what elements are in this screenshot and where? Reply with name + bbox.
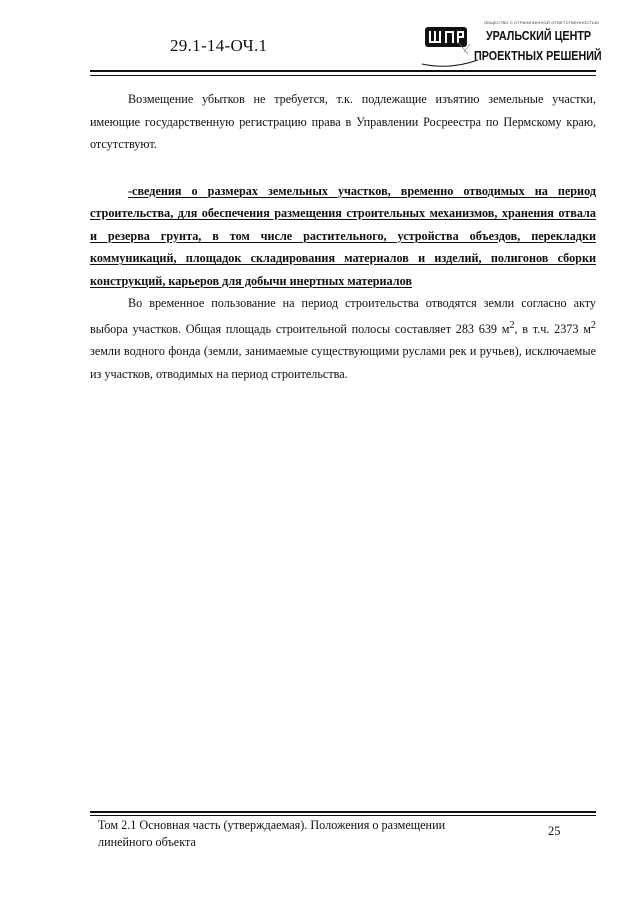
header-rule-thin <box>90 75 596 76</box>
document-body <box>90 88 596 385</box>
text-segment: , в т.ч. 2373 м <box>514 321 591 336</box>
footer-volume-title: Том 2.1 Основная часть (утверждаемая). Положения о размещении линейного объекта <box>98 818 446 849</box>
header-rule-thick <box>90 70 596 72</box>
logo-title-line1: УРАЛЬСКИЙ ЦЕНТР <box>486 29 592 43</box>
logo-title-line2: ПРОЕКТНЫХ РЕШЕНИЙ <box>474 49 602 63</box>
superscript: 2 <box>509 319 515 331</box>
paragraph-temporary-use <box>90 292 596 385</box>
section-heading: -сведения о размерах земельных участков, временно отводимых на период строительства, для обеспечения размещения строительных механизмов, хранения отвала и резерва грунта, в том числе растительного, устройства объездов, перекладки коммуникаций, площадок складирования материалов и изделий, полигонов сборки конструкций, карьеров для добычи инертных материалов <box>90 183 596 288</box>
text-segment: Во временное пользование на период строительства отводятся земли согласно акту выбора участков. Общая площадь строительной полосы составляет 283 639 м <box>90 296 596 336</box>
document-code: 29.1-14-ОЧ.1 <box>170 36 268 55</box>
superscript: 2 <box>590 319 596 331</box>
text-segment: земли водного фонда (земли, занимаемые существующими руслами рек и ручьев), исключаемые из участков, отводимых на период строительства. <box>90 344 596 381</box>
footer-rule-thick <box>90 811 596 813</box>
paragraph-compensation: Возмещение убытков не требуется, т.к. подлежащие изъятию земельные участки, имеющие государственную регистрацию права в Управлении Росреестра по Пермскому краю, отсутствуют. <box>90 92 596 151</box>
company-logo <box>420 16 600 72</box>
logo-caption: ОБЩЕСТВО С ОГРАНИЧЕННОЙ ОТВЕТСТВЕННОСТЬЮ <box>484 20 600 25</box>
page-number: 25 <box>548 824 561 838</box>
footer-rule-thin <box>90 815 596 816</box>
